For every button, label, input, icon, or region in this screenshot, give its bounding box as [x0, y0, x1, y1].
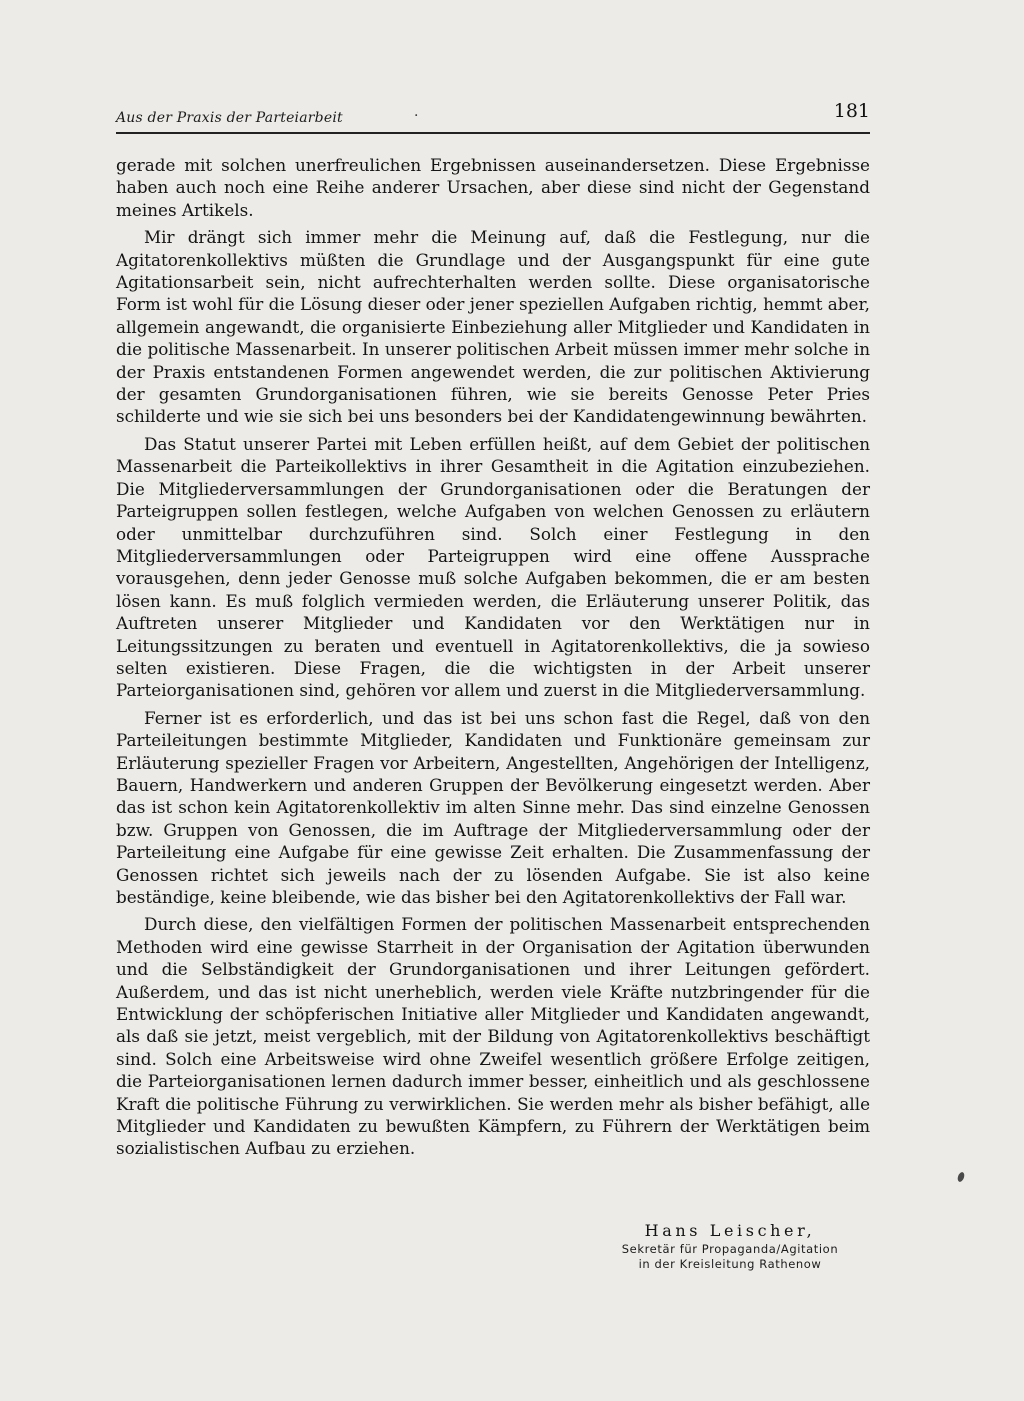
running-head: [116, 100, 870, 140]
paragraph-3: Das Statut unserer Partei mit Leben erfüllen heißt, auf dem Gebiet der politischen Massenarbeit die Parteikollektivs in ihrer Gesamtheit in die Agitation einzubeziehen. Die Mitgliederversammlungen der Grundorganisationen oder die Beratungen der Parteigruppen sollen festlegen, welche Aufgaben von welchen Genossen zu erläutern oder unmittelbar durchzuführen sind. Solch einer Festlegung in den Mitgliederversammlungen oder Parteigruppen wird eine offene Aussprache vorausgehen, denn jeder Genosse muß solche Aufgaben bekommen, die er am besten lösen kann. Es muß folglich vermieden werden, die Erläuterung unserer Politik, das Auftreten unserer Mitglieder und Kandidaten vor den Werktätigen nur in Leitungssitzungen zu beraten und eventuell in Agitatorenkollektivs, die ja sowieso selten existieren. Diese Fragen, die die wichtigsten in der Arbeit unserer Parteiorganisationen sind, gehören vor allem und zuerst in die Mitgliederversammlung.: [116, 433, 870, 701]
ink-speck: [956, 1171, 965, 1182]
author-signature: [590, 1220, 870, 1272]
author-role: Sekretär für Propaganda/Agitation: [621, 1242, 839, 1256]
author-organization: in der Kreisleitung Rathenow: [638, 1257, 822, 1271]
paragraph-4: Ferner ist es erforderlich, und das ist bei uns schon fast die Regel, daß von den Parteileitungen bestimmte Mitglieder, Kandidaten und Funktionäre gemeinsam zur Erläuterung spezieller Fragen vor Arbeitern, Angestellten, Angehörigen der Intelligenz, Bauern, Handwerkern und anderen Gruppen der Bevölkerung eingesetzt werden. Aber das ist schon kein Agitatorenkollektiv im alten Sinne mehr. Das sind einzelne Genossen bzw. Gruppen von Genossen, die im Auftrage der Mitgliederversammlung oder der Parteileitung eine Aufgabe für eine gewisse Zeit erhalten. Die Zusammenfassung der Genossen richtet sich jeweils nach der zu lösenden Aufgabe. Sie ist also keine beständige, keine bleibende, wie das bisher bei den Agitatorenkollektivs der Fall war.: [116, 707, 870, 907]
author-name: Hans Leischer,: [644, 1221, 816, 1240]
paragraph-1: gerade mit solchen unerfreulichen Ergebnissen auseinandersetzen. Diese Ergebnisse haben auch noch eine Reihe anderer Ursachen, aber diese sind nicht der Gegenstand meines Artikels.: [116, 155, 870, 220]
paragraph-2: Mir drängt sich immer mehr die Meinung auf, daß die Festlegung, nur die Agitatorenkollektivs müßten die Grundlage und der Ausgangspunkt für eine gute Agitationsarbeit sein, nicht aufrechterhalten werden sollte. Diese organisatorische Form ist wohl für die Lösung dieser oder jener speziellen Aufgaben richtig, hemmt aber, allgemein angewandt, die organisierte Einbeziehung aller Mitglieder und Kandidaten in die politische Massenarbeit. In unserer politischen Arbeit müssen immer mehr solche in der Praxis entstandenen Formen angewendet werden, die zur politischen Aktivierung der gesamten Grundorganisationen führen, wie sie bereits Genosse Peter Pries schilderte und wie sie sich bei uns besonders bei der Kandidatengewinnung bewährten.: [116, 227, 870, 427]
paragraph-5: Durch diese, den vielfältigen Formen der politischen Massenarbeit entsprechenden Methoden wird eine gewisse Starrheit in der Organisation der Agitation überwunden und die Selbständigkeit der Grundorganisationen und ihrer Leitungen gefördert. Außerdem, und das ist nicht unerheblich, werden viele Kräfte nutzbringender für die Entwicklung der schöpferischen Initiative aller Mitglieder und Kandidaten angewandt, als daß sie jetzt, meist vergeblich, mit der Bildung von Agitatorenkollektivs beschäftigt sind. Solch eine Arbeitsweise wird ohne Zweifel wesentlich größere Erfolge zeitigen, die Parteiorganisationen lernen dadurch immer besser, einheitlich und als geschlossene Kraft die politische Führung zu verwirklichen. Sie werden mehr als bisher befähigt, alle Mitglieder und Kandidaten zu bewußten Kämpfern, zu Führern der Werktätigen beim sozialistischen Aufbau zu erziehen.: [116, 914, 870, 1159]
header-rule: [116, 132, 870, 134]
page-number: 181: [833, 100, 870, 122]
running-head-title: Aus der Praxis der Parteiarbeit: [116, 110, 343, 126]
article-body: [116, 154, 870, 1165]
running-head-separator: ·: [414, 108, 419, 124]
